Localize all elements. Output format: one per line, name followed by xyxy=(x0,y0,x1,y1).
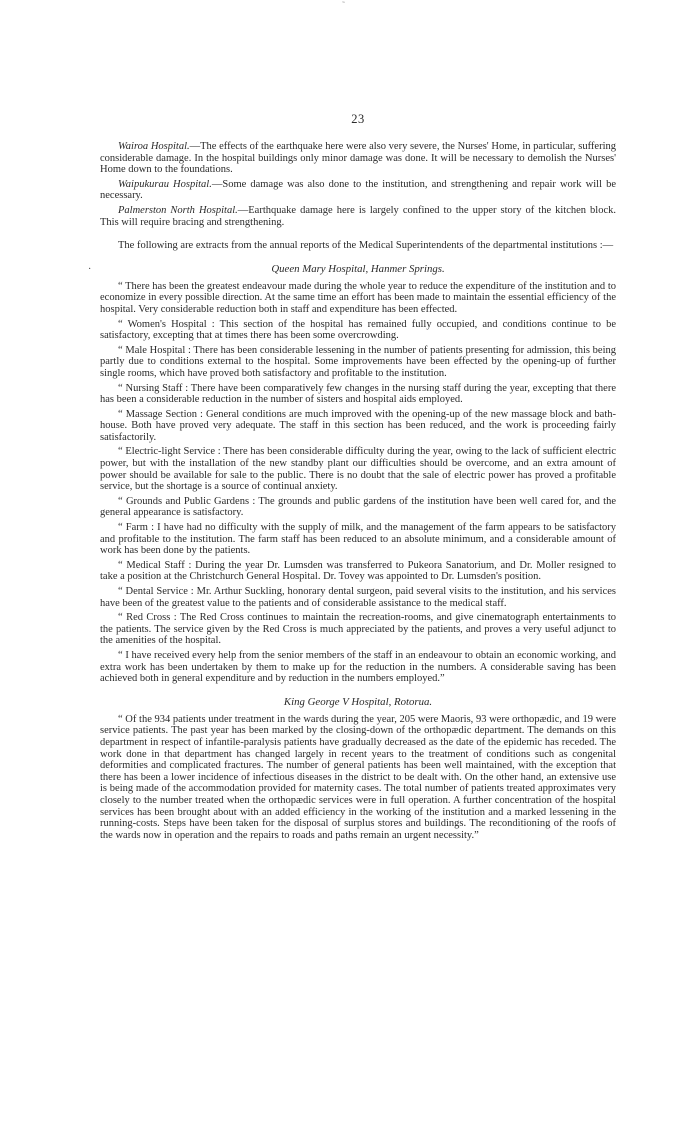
paragraph: “ There has been the greatest endeavour made during the whole year to reduce the expenditure of the institution and to economize in every possible direction. At the same time an effort has been made to maintain the essential efficiency of the hospital. Very considerable reduction both in staff and expenditure has been effected. xyxy=(100,280,616,315)
margin-dot: · xyxy=(88,264,92,275)
paragraph: “ Red Cross : The Red Cross continues to maintain the recreation-rooms, and give cinematograph entertainments to the patients. The service given by the Red Cross is much appreciated by the patients, and proves a very useful adjunct to the amenities of the hospital. xyxy=(100,612,616,647)
hospital-note-palmerston-north xyxy=(100,205,616,228)
paragraph: “ Electric-light Service : There has been considerable difficulty during the year, owing to the lack of sufficient electric power, but with the installation of the new standby plant our difficulties should be overcome, and an extra amount of power should be available for sale to the public. There is no doubt that the sale of electric power has proved a profitable service, but the shortage is a source of continual anxiety. xyxy=(100,446,616,493)
paragraph: “ Farm : I have had no difficulty with the supply of milk, and the management of the farm appears to be satisfactory and profitable to the institution. The farm staff has been reduced to an absolute minimum, and a considerable amount of work has been done by the patients. xyxy=(100,522,616,557)
hospital-note-text: —Earthquake damage here is largely confined to the upper story of the kitchen block. This will require bracing and strengthening. xyxy=(100,204,616,228)
section-title-queen-mary: Queen Mary Hospital, Hanmer Springs. xyxy=(271,262,445,275)
paragraph: “ I have received every help from the senior members of the staff in an endeavour to obtain an economic working, and extra work has been undertaken by them to make up for the reduction in the numbers. A considerable saving has been achieved both in general expenditure and by reduction in the numbers employed.” xyxy=(100,649,616,685)
paragraph: “ Of the 934 patients under treatment in the wards during the year, 205 were Maoris, 93 were orthopædic, and 19 were service patients. The past year has been marked by the closing-down of the orthopædic department. The demands on this department in respect of infantile-paralysis patients have gradually decreased as the date of the epidemic has receded. The work done in that department has changed largely in recent years to the treatment of conditions such as congenital deformities and complicated fractures. The number of general patients has been well maintained, with the exception that there has been a lower incidence of infectious diseases in the district to be dealt with. On the other hand, an extensive use is being made of the accommodation provided for maternity cases. The total number of patients treated approximates very closely to the number treated when the orthopædic services were in full operation. A further concentration of the hospital services has been brought about with an added efficiency in the working of the institution and a marked lessening in the running-costs. Steps have been taken for the disposal of surplus stores and buildings. The reconditioning of the roofs of the wards now in operation and the repairs to roads and paths remain an urgent necessity.” xyxy=(100,713,616,841)
hospital-note-heading: Wairoa Hospital. xyxy=(118,141,190,152)
document-page xyxy=(100,112,616,844)
hospital-note-text: —The effects of the earthquake here were also very severe, the Nurses' Home, in particular, suffering considerable damage. In the hospital buildings only minor damage was done. It will be necessary to demolish the Nurses' Home down to the foundations. xyxy=(100,141,616,176)
paragraph: “ Dental Service : Mr. Arthur Suckling, honorary dental surgeon, paid several visits to the institution, and his services have been of the greatest value to the patients and of considerable assistance to the medical staff. xyxy=(100,586,616,609)
paragraph: “ Women's Hospital : This section of the hospital has remained fully occupied, and conditions continue to be satisfactory, excepting that at times there has been some overcrowding. xyxy=(100,318,616,342)
hospital-note-wairoa xyxy=(100,141,616,176)
hospital-note-heading: Waipukurau Hospital. xyxy=(118,178,212,190)
hospital-note-heading: Palmerston North Hospital. xyxy=(118,204,238,216)
spacer xyxy=(100,231,616,240)
paragraph: “ Nursing Staff : There have been comparatively few changes in the nursing staff during the year, excepting that there has been a considerable reduction in the number of sisters and hospital aids employed. xyxy=(100,382,616,406)
intro-paragraph: The following are extracts from the annual reports of the Medical Superintendents of the departmental institutions :— xyxy=(118,240,614,252)
paragraph: “ Male Hospital : There has been considerable lessening in the number of patients presenting for admission, this being partly due to conditions external to the hospital. Some improvements have been effected by the opening-up of further single rooms, which have proved both satisfactory and profitable to the institution. xyxy=(100,344,616,379)
hospital-note-text: —Some damage was also done to the institution, and strengthening and repair work will be necessary. xyxy=(100,178,616,202)
hospital-note-waipukurau xyxy=(100,179,616,202)
paragraph: “ Massage Section : General conditions are much improved with the opening-up of the new massage block and bath-house. Both have proved very adequate. The staff in this section has been reduced, and the work is proceeding fairly satisfactorily. xyxy=(100,408,616,443)
paragraph: “ Medical Staff : During the year Dr. Lumsden was transferred to Pukeora Sanatorium, and Dr. Moller resigned to take a position at the Christchurch General Hospital. Dr. Tovey was appointed to Dr. Lumsden's position. xyxy=(100,559,616,583)
scan-speck: ˜ xyxy=(342,0,345,10)
section-title-king-george: King George V Hospital, Rotorua. xyxy=(283,695,433,708)
paragraph: “ Grounds and Public Gardens : The grounds and public gardens of the institution have been well cared for, and the general appearance is satisfactory. xyxy=(100,495,616,519)
page-number: 23 xyxy=(351,112,365,126)
